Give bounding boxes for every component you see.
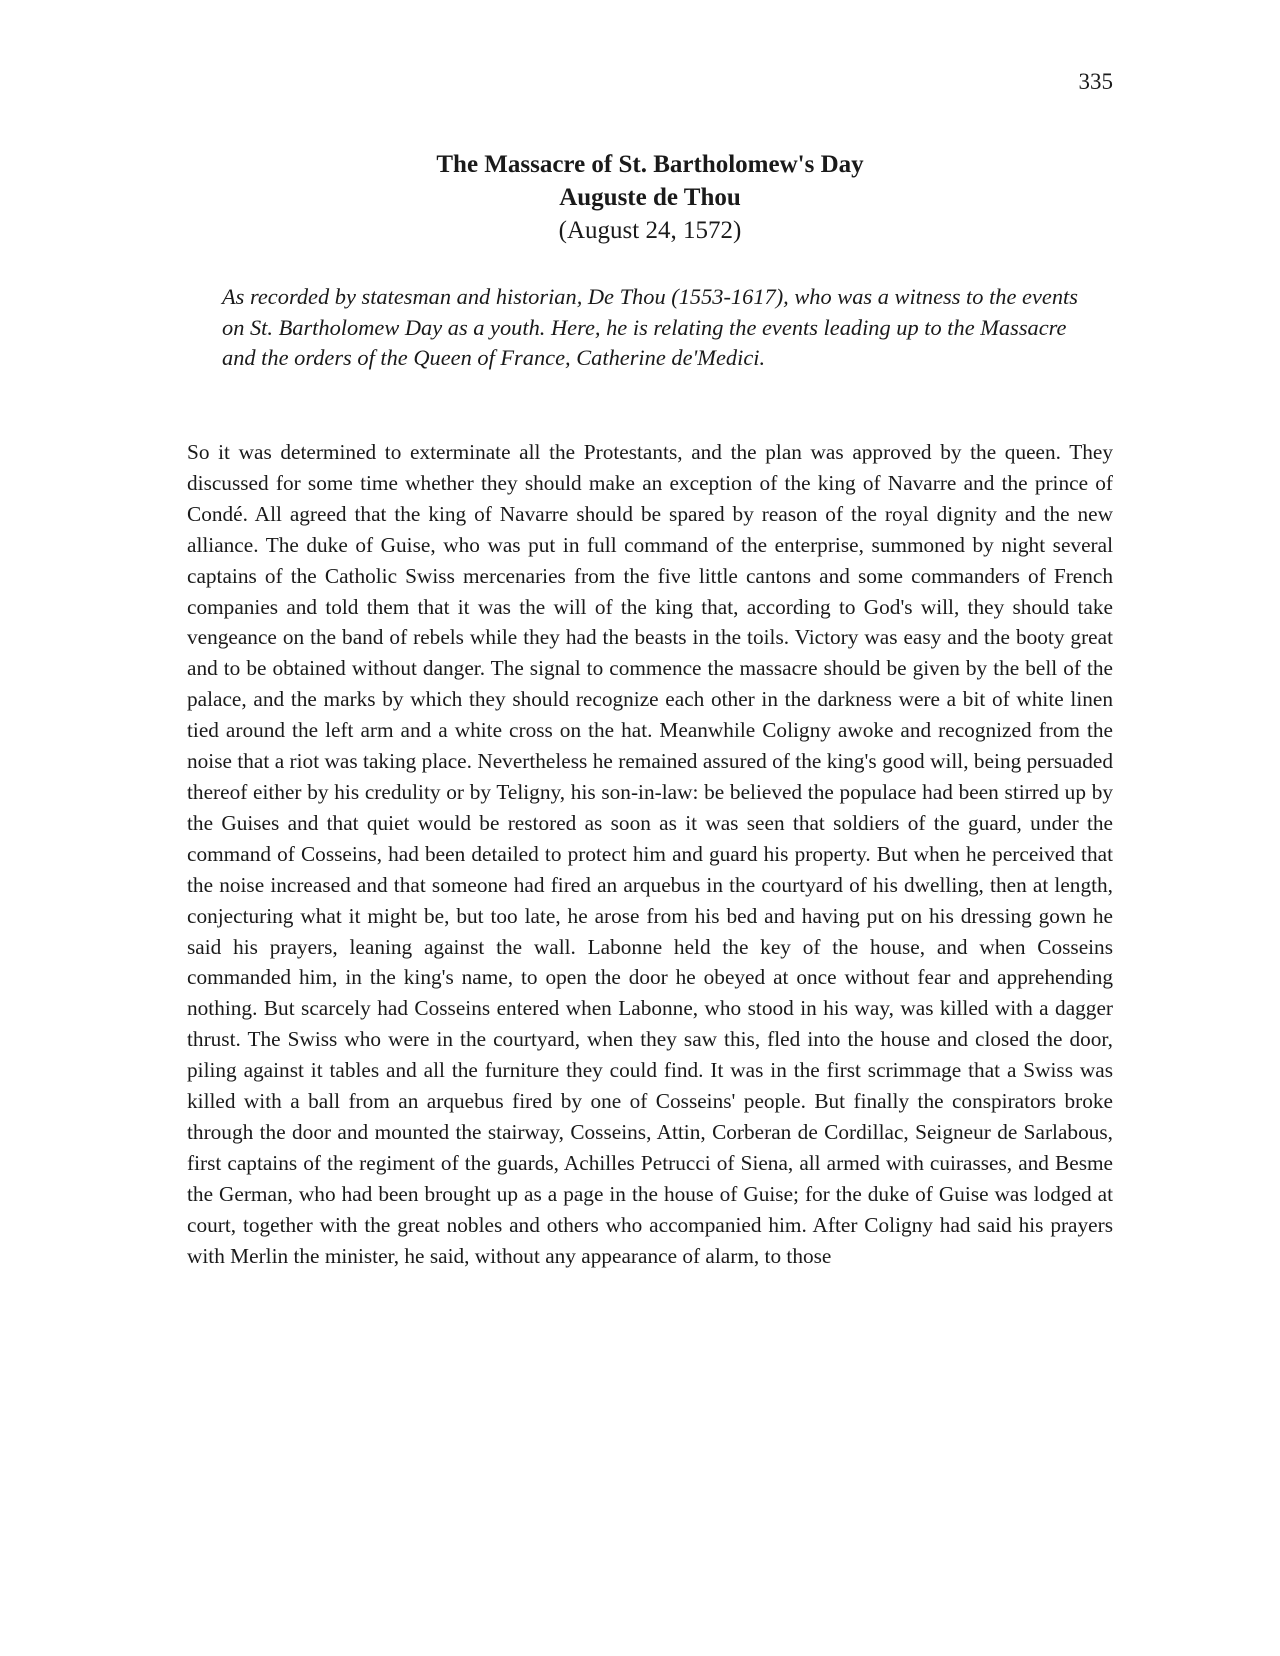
document-heading	[187, 148, 1113, 247]
document-date: (August 24, 1572)	[558, 217, 742, 244]
document-author: Auguste de Thou	[559, 184, 741, 211]
page-number: 335	[1078, 69, 1113, 94]
body-paragraph: So it was determined to exterminate all the Protestants, and the plan was approved by the queen. They discussed for some time whether they should make an exception of the king of Navarre and the prince of Condé. All agreed that the king of Navarre should be spared by reason of the royal dignity and the new alliance. The duke of Guise, who was put in full command of the enterprise, summoned by night several captains of the Catholic Swiss mercenaries from the five little cantons and some commanders of French companies and told them that it was the will of the king that, according to God's will, they should take vengeance on the band of rebels while they had the beasts in the toils. Victory was easy and the booty great and to be obtained without danger. The signal to commence the massacre should be given by the bell of the palace, and the marks by which they should recognize each other in the darkness were a bit of white linen tied around the left arm and a white cross on the hat. Meanwhile Coligny awoke and recognized from the noise that a riot was taking place. Nevertheless he remained assured of the king's good will, being persuaded thereof either by his credulity or by Teligny, his son-in-law: be believed the populace had been stirred up by the Guises and that quiet would be restored as soon as it was seen that soldiers of the guard, under the command of Cosseins, had been detailed to protect him and guard his property. But when he perceived that the noise increased and that someone had fired an arquebus in the courtyard of his dwelling, then at length, conjecturing what it might be, but too late, he arose from his bed and having put on his dressing gown he said his prayers, leaning against the wall. Labonne held the key of the house, and when Cosseins commanded him, in the king's name, to open the door he obeyed at once without fear and apprehending nothing. But scarcely had Cosseins entered when Labonne, who stood in his way, was killed with a dagger thrust. The Swiss who were in the courtyard, when they saw this, fled into the house and closed the door, piling against it tables and all the furniture they could find. It was in the first scrimmage that a Swiss was killed with a ball from an arquebus fired by one of Cosseins' people. But finally the conspirators broke through the door and mounted the stairway, Cosseins, Attin, Corberan de Cordillac, Seigneur de Sarlabous, first captains of the regiment of the guards, Achilles Petrucci of Siena, all armed with cuirasses, and Besme the German, who had been brought up as a page in the house of Guise; for the duke of Guise was lodged at court, together with the great nobles and others who accompanied him. After Coligny had said his prayers with Merlin the minister, he said, without any appearance of alarm, to those	[187, 440, 1113, 1268]
intro-paragraph: As recorded by statesman and historian, De Thou (1553-1617), who was a witness to the events on St. Bartholomew Day as a youth. Here, he is relating the events leading up to the Massacre and the orders of the Queen of France, Catherine de'Medici.	[222, 284, 1078, 370]
document-title: The Massacre of St. Bartholomew's Day	[436, 151, 864, 178]
